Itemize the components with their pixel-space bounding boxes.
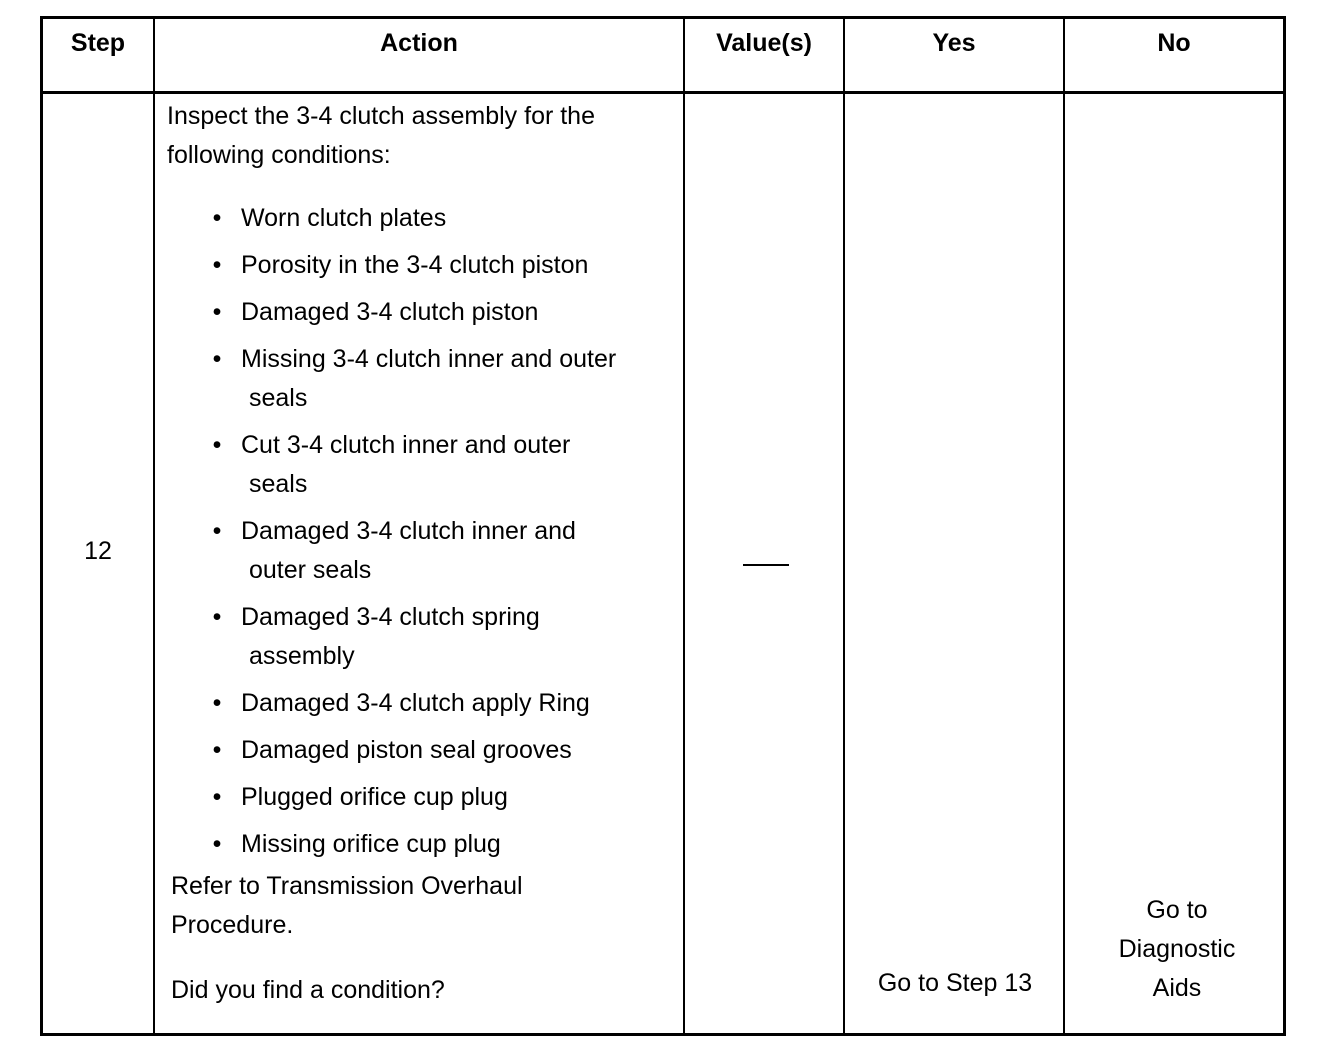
condition-text-wrap: seals <box>249 384 308 412</box>
bullet-icon: • <box>212 345 222 373</box>
header-action: Action <box>380 29 458 57</box>
condition-text-wrap: seals <box>249 470 308 498</box>
no-result <box>1065 891 1289 1008</box>
bullet-icon: • <box>212 298 222 326</box>
condition-text: Porosity in the 3-4 clutch piston <box>241 251 589 279</box>
list-item <box>207 778 687 817</box>
condition-text: Damaged 3-4 clutch piston <box>241 298 539 326</box>
bullet-icon: • <box>212 783 222 811</box>
header-divider <box>43 91 1283 94</box>
no-result-line: Diagnostic <box>1118 935 1236 963</box>
list-item <box>207 340 687 418</box>
bullet-icon: • <box>212 431 222 459</box>
column-divider <box>153 19 155 1033</box>
header-step: Step <box>70 29 126 57</box>
question-text: Did you find a condition? <box>171 976 445 1004</box>
condition-text: Plugged orifice cup plug <box>241 783 508 811</box>
column-divider <box>843 19 845 1033</box>
step-number: 12 <box>84 537 112 565</box>
header-values: Value(s) <box>716 29 812 57</box>
condition-text: Missing orifice cup plug <box>241 830 501 858</box>
bullet-icon: • <box>212 736 222 764</box>
bullet-icon: • <box>212 204 222 232</box>
action-intro-line: Inspect the 3-4 clutch assembly for the <box>167 102 595 130</box>
list-item <box>207 598 687 676</box>
list-item <box>207 825 687 864</box>
bullet-icon: • <box>212 830 222 858</box>
condition-text: Missing 3-4 clutch inner and outer <box>241 345 617 373</box>
bullet-icon: • <box>212 517 222 545</box>
conditions-list <box>207 199 687 872</box>
value-dash <box>743 564 789 566</box>
condition-text-wrap: outer seals <box>249 556 372 584</box>
list-item <box>207 246 687 285</box>
list-item <box>207 199 687 238</box>
list-item <box>207 426 687 504</box>
condition-text: Worn clutch plates <box>241 204 447 232</box>
condition-text: Cut 3-4 clutch inner and outer <box>241 431 571 459</box>
column-divider <box>1063 19 1065 1033</box>
condition-text: Damaged piston seal grooves <box>241 736 572 764</box>
condition-text: Damaged 3-4 clutch spring <box>241 603 540 631</box>
no-result-line: Aids <box>1152 974 1202 1002</box>
list-item <box>207 731 687 770</box>
bullet-icon: • <box>212 689 222 717</box>
list-item <box>207 512 687 590</box>
list-item <box>207 684 687 723</box>
refer-line: Procedure. <box>171 911 294 939</box>
list-item <box>207 293 687 332</box>
diagnostic-table <box>40 16 1286 1036</box>
action-intro <box>167 97 687 175</box>
yes-result: Go to Step 13 <box>877 969 1033 997</box>
action-intro-line: following conditions: <box>167 141 391 169</box>
bullet-icon: • <box>212 251 222 279</box>
header-yes: Yes <box>932 29 976 57</box>
refer-text <box>171 867 691 945</box>
condition-text-wrap: assembly <box>249 642 355 670</box>
condition-text: Damaged 3-4 clutch apply Ring <box>241 689 590 717</box>
bullet-icon: • <box>212 603 222 631</box>
refer-line: Refer to Transmission Overhaul <box>171 872 523 900</box>
header-no: No <box>1157 29 1191 57</box>
no-result-line: Go to <box>1146 896 1208 924</box>
condition-text: Damaged 3-4 clutch inner and <box>241 517 576 545</box>
